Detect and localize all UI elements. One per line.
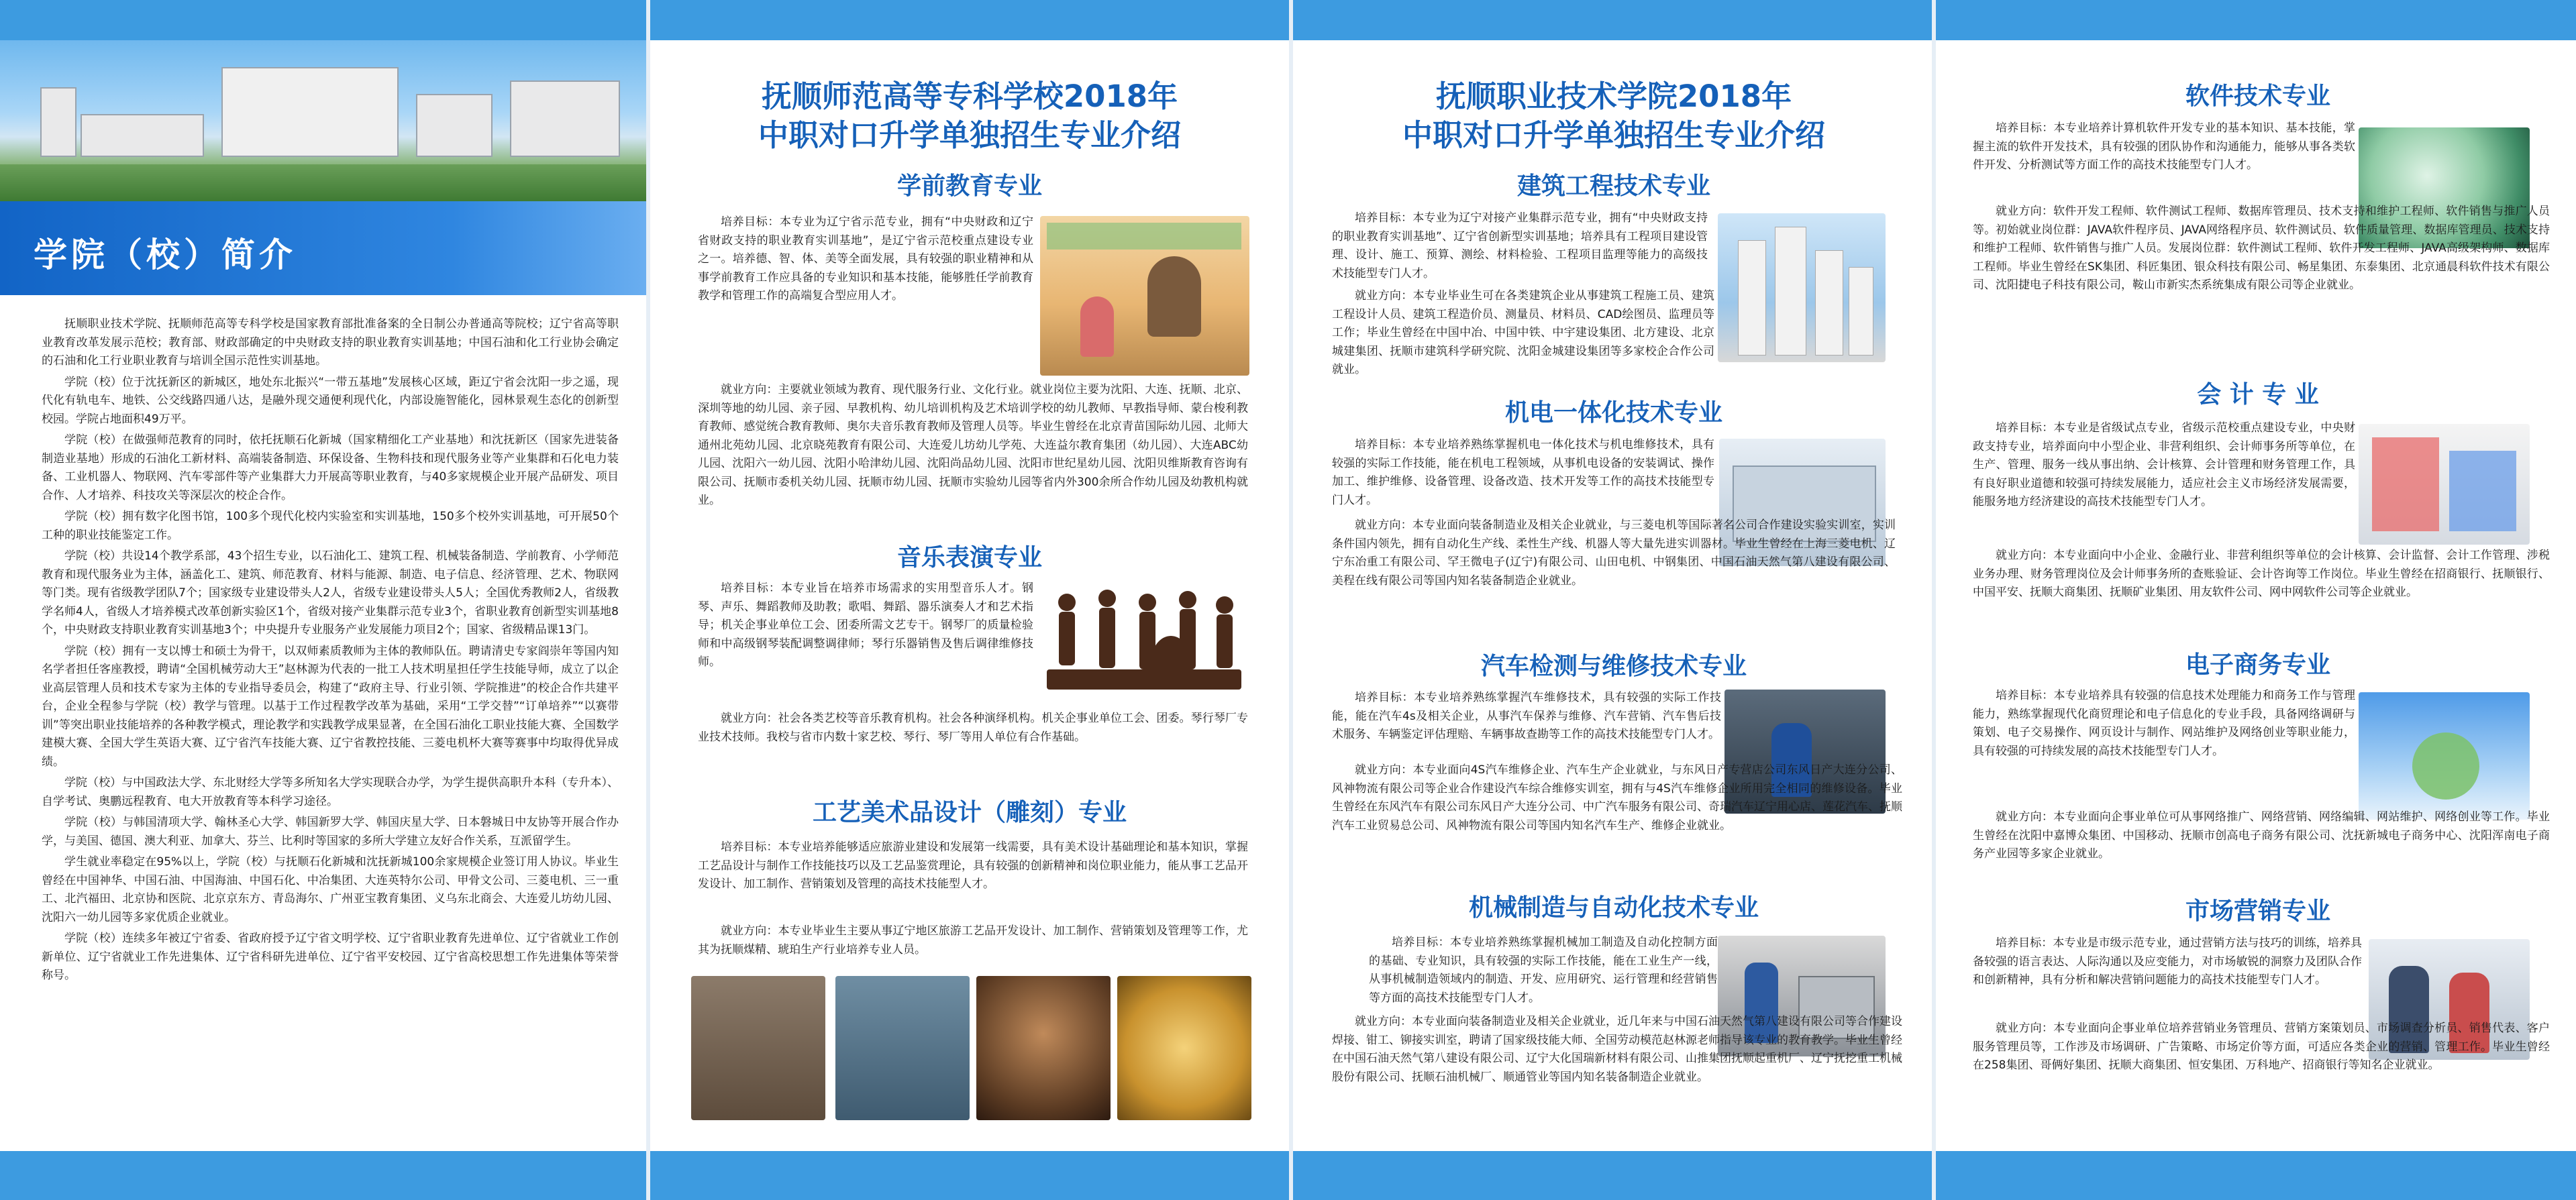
mechatronics-job	[1332, 516, 1896, 634]
accounting-goal	[1973, 419, 2355, 547]
major-job: 就业方向：本专业面向中小企业、金融行业、非营利组织等单位的会计核算、会计监督、会计工作管理、涉税业务办理、财务管理岗位及会计师事务所的查账验证、会计咨询等工作岗位。毕业生曾经在招商银行、抚顺银行、中国平安、抚顺大商集团、抚顺矿业集团、用友软件公司、网中网软件公司等企业就业。	[1973, 549, 2550, 599]
intro-paragraph: 学院（校）位于沈抚新区的新城区，地处东北振兴“一带五基地”发展核心区域，距辽宁省会沈阳一步之遥，现代化有轨电车、地铁、公交线路四通八达，是融外现交通便利现代化，内部设施智能化，园林景观生态化的创新型校园。学院占地面积49万平。	[42, 375, 619, 426]
vocational-college-heading	[1305, 77, 1922, 155]
intro-banner	[0, 201, 646, 295]
major-goal: 培养目标：本专业旨在培养市场需求的实用型音乐人才。钢琴、声乐、舞蹈教师及助教；歌唱、舞蹈、器乐演奏人才和艺术指导；机关企事业单位工会、团委所需文艺专干。钢琴厂的质量检验师和中高级钢琴装配调整调律师；琴行乐器销售及售后调律维修技师。	[698, 582, 1033, 669]
major-goal: 培养目标：本专业培养能够适应旅游业建设和发展第一线需要，具有美术设计基础理论和基本知识，掌握工艺品设计与制作工作技能技巧以及工艺品鉴赏理论，具有较强的创新精神和岗位职业能力，能从事工艺品开发设计、加工制作、营销策划及管理的高技术技能型人才。	[698, 840, 1248, 891]
major-title: 机械制造与自动化技术专业	[1468, 894, 1759, 922]
craft-photo-3	[976, 976, 1111, 1120]
heading-line: 抚顺师范高等专科学校2018年	[761, 78, 1178, 114]
major-job: 就业方向：软件开发工程师、软件测试工程师、数据库管理员、技术支持和维护工程师、软件销售与推广人员等。初始就业岗位群：JAVA软件程序员、JAVA网络程序员、软件测试员、软件质量管理、数据库管理员、技术支持和维护工程师、软件销售与推广人员。发展岗位群：软件测试工程师、软件开发工程师、JAVA高级架构师、数据库工程师。毕业生曾经在SK集团、科匠集团、银众科技有限公司、畅星集团、东泰集团、北京通晨科软件技术有限公司、沈阳捷电子科技有限公司，鞍山市新实杰系统集成有限公司等企业就业。	[1973, 205, 2550, 292]
major-goal: 培养目标：本专业培养计算机软件开发专业的基本知识、基本技能，掌握主流的软件开发技术，具有较强的团队协作和沟通能力，能够从事各类软件开发、分析测试等方面工作的高技术技能型专门人才。	[1973, 121, 2355, 172]
major-job: 就业方向：本专业面向企事业单位培养营销业务管理员、营销方案策划员、市场调查分析员、销售代表、客户服务管理员等，工作涉及市场调研、广告策略、市场定价等方面，可适应各类企业的营销、管理工作。毕业生曾经在258集团、哥俩好集团、抚顺大商集团、恒安集团、万科地产、招商银行等知名企业就业。	[1973, 1022, 2550, 1072]
major-title: 汽车检测与维修技术专业	[1480, 653, 1747, 680]
intro-paragraph: 抚顺职业技术学院、抚顺师范高等专科学校是国家教育部批准备案的全日制公办普通高等院校；辽宁省高等职业教育改革发展示范校；教育部、财政部确定的中央财政支持的职业教育实训基地；中国石油和化工行业协会确定的石油和化工行业职业教育与培训全国示范性实训基地。	[42, 317, 619, 368]
major-goal: 培养目标：本专业是省级试点专业，省级示范校重点建设专业，中央财政支持专业，培养面向中小型企业、非营利组织、会计师事务所等单位，在生产、管理、服务一线从事出纳、会计核算、会计管理和财务管理工作，具有良好职业道德和较强可持续发展能力，适应社会主义市场经济发展需要，能服务地方经济建设的高技术技能型专门人才。	[1973, 421, 2355, 508]
intro-paragraph: 学院（校）与中国政法大学、东北财经大学等多所知名大学实现联合办学，为学生提供高职升本科（专升本）、自学考试、奥鹏远程教育、电大开放教育等本科学习途径。	[42, 776, 619, 808]
intro-paragraph: 学院（校）拥有数字化图书馆，100多个现代化校内实验室和实训基地，150多个校外实训基地，可开展50个工种的职业技能鉴定工作。	[42, 510, 619, 542]
ecommerce-photo	[2359, 692, 2530, 820]
preschool-goal	[698, 213, 1033, 354]
major-job: 就业方向：本专业面向企事业单位可从事网络推广、网络营销、网络编辑、网站维护、网络创业等工作。毕业生曾经在沈阳中嘉博众集团、中国移动、抚顺市创高电子商务有限公司、沈抚新城电子商务中心、沈阳浑南电子商务产业园等多家企业就业。	[1973, 810, 2550, 861]
major-title-preschool	[671, 170, 1268, 203]
accounting-job	[1973, 547, 2550, 641]
major-title-machinery	[1305, 892, 1922, 924]
intro-paragraph: 学院（校）拥有一支以博士和硕士为骨干，以双师素质教师为主体的教师队伍。聘请清史专家阎崇年等国内知名学者担任客座教授，聘请“全国机械劳动大王”赵林源为代表的一批工人技术明星担任学生技能导师，成立了以企业高层管理人员和技术专家为主体的专业指导委员会，构建了“政府主导、行业引领、学院推进”的校企合作共建平台，企业全程参与学院（校）教学与管理。以基于工作过程教学改革为基础，采用“工学交替”“订单培养”“以赛带训”等突出职业技能培养的各种教学模式，理论教学和实践教学成果显著，在全国石油化工职业技能大赛、全国数学建模大赛、全国大学生英语大赛、辽宁省汽车技能大赛、辽宁省教控技能、三菱电机杯大赛等赛事中均取得优异成绩。	[42, 644, 619, 769]
campus-photo	[0, 40, 646, 201]
music-goal	[698, 580, 1033, 710]
software-goal	[1973, 119, 2355, 203]
fold-divider	[646, 0, 650, 1200]
musicians-illustration	[1040, 582, 1248, 696]
major-job: 就业方向：本专业毕业生可在各类建筑企业从事建筑工程施工员、建筑工程设计人员、建筑工程造价员、测量员、材料员、CAD绘图员、监理员等工作；毕业生曾经在中国中冶、中国中铁、中宇建设集团、北方建设、北京城建集团、抚顺市建筑科学研究院、沈阳金城建设集团等多家校企合作公司就业。	[1332, 289, 1714, 376]
machinery-goal	[1369, 934, 1718, 1014]
major-title: 市场营销专业	[2185, 897, 2330, 925]
craft-job	[698, 922, 1248, 983]
construction-job	[1332, 287, 1714, 388]
major-goal: 培养目标：本专业为辽宁对接产业集群示范专业，拥有“中央财政支持的职业教育实训基地”、辽宁省创新型实训基地；培养具有工程项目建设管理、设计、施工、预算、测绘、材料检验、工程项目监理等能力的高级技术技能型专门人才。	[1332, 211, 1708, 280]
preschool-job	[698, 381, 1248, 515]
craft-goal	[698, 838, 1248, 932]
major-title: 学前教育专业	[896, 172, 1042, 200]
music-job	[698, 710, 1248, 783]
major-goal: 培养目标：本专业培养具有较强的信息技术处理能力和商务工作与管理能力，熟练掌握现代化商贸理论和电子信息化的专业手段，具备网络调研与策划、电子交易操作、网页设计与制作、网站维护及网络创业等职业能力，具有较强的可持续发展的高技术技能型专门人才。	[1973, 689, 2355, 758]
machinery-job	[1332, 1013, 1902, 1134]
normal-college-heading	[671, 77, 1268, 155]
major-goal: 培养目标：本专业为辽宁省示范专业，拥有“中央财政和辽宁省财政支持的职业教育实训基地”，是辽宁省示范校重点建设专业之一。培养德、智、体、美等全面发展，具有较强的职业精神和从事学前教育工作应具备的专业知识和基本技能，能够胜任学前教育教学和管理工作的高端复合型应用人才。	[698, 215, 1033, 303]
major-job: 就业方向：本专业面向装备制造业及相关企业就业，近几年来与中国石油天然气第八建设有限公司等合作建设焊接、钳工、铆接实训室，聘请了国家级技能大师、全国劳动模范赵林源老师指导该专业的教育教学。毕业生曾经在中国石油天然气第八建设有限公司、辽宁大化国瑞新材料有限公司、山推集团抚顺起重机厂、辽宁抚挖重工机械股份有限公司、抚顺石油机械厂、顺通管业等国内知名装备制造企业就业。	[1332, 1015, 1902, 1084]
major-title: 音乐表演专业	[896, 544, 1042, 571]
marketing-job	[1973, 1020, 2550, 1144]
intro-paragraph: 学生就业率稳定在95%以上，学院（校）与抚顺石化新城和沈抚新城100余家规模企业签订用人协议。毕业生曾经在中国神华、中国石油、中国海油、中国石化、中冶集团、大连英特尔公司、甲骨文公司、三菱电机、三一重工、北汽福田、北京协和医院、北京京东方、青岛海尔、广州亚宝教育集团、义乌东北商会、大连爱儿坊幼儿园、沈阳六一幼儿园等多家优质企业就业。	[42, 855, 619, 924]
major-title-music	[671, 542, 1268, 574]
intro-title: 学院（校）简介	[34, 235, 297, 274]
major-title: 建筑工程技术专业	[1516, 172, 1710, 200]
major-job: 就业方向：本专业面向装备制造业及相关企业就业，与三菱电机等国际著名公司合作建设实验实训室，实训条件国内领先，拥有自动化生产线、柔性生产线、机器人等大量先进实训器材。毕业生曾经在上海三菱电机、辽宁东冶重工有限公司、罕王微电子(辽宁)有限公司、山田电机、中钢集团、中国石油天然气第八建设有限公司、美程在线有限公司等国内知名装备制造企业就业。	[1332, 519, 1896, 588]
bottom-band	[0, 1151, 2576, 1200]
major-title-ecommerce	[1949, 649, 2567, 681]
major-title-accounting	[1949, 379, 2567, 411]
craft-photo-2	[835, 976, 970, 1120]
major-title-software	[1949, 80, 2567, 113]
intro-paragraph: 学院（校）在做强师范教育的同时，依托抚顺石化新城（国家精细化工产业基地）和沈抚新区（国家先进装备制造业基地）形成的石油化工新材料、高端装备制造、环保设备、生物科技和现代服务业等产业集群和石化电力装备、工业机器人、物联网、汽车零部件等产业集群大力开展高等职业教育，与40多家规模企业开展产品研发、项目合作、人才培养、科技攻关等深层次的校企合作。	[42, 433, 619, 502]
ecommerce-goal	[1973, 687, 2355, 804]
fold-divider	[1932, 0, 1936, 1200]
heading-line: 中职对口升学单独招生专业介绍	[758, 117, 1181, 153]
major-title-auto	[1305, 651, 1922, 683]
heading-line: 中职对口升学单独招生专业介绍	[1402, 117, 1825, 153]
major-title: 电子商务专业	[2185, 651, 2330, 679]
craft-photo-1	[691, 976, 825, 1120]
major-goal: 培养目标：本专业培养熟练掌握机电一体化技术与机电维修技术，具有较强的实际工作技能，能在机电工程领域，从事机电设备的安装调试、操作加工、维护维修、设备管理、设备改造、技术开发等工作的高技术技能型专门人才。	[1332, 438, 1714, 507]
major-goal: 培养目标：本专业培养熟练掌握汽车维修技术，具有较强的实际工作技能，能在汽车4s及相关企业，从事汽车保养与维修、汽车营销、汽车售后技术服务、车辆鉴定评估理赔、车辆事故查勘等工作的高技术技能型专门人才。	[1332, 691, 1721, 741]
major-goal: 培养目标：本专业是市级示范专业，通过营销方法与技巧的训练，培养具备较强的语言表达、人际沟通以及应变能力，对市场敏锐的洞察力及团队合作和创新精神，具有分析和解决营销问题能力的高技术技能型专门人才。	[1973, 936, 2362, 987]
intro-paragraph: 学院（校）与韩国清项大学、翰林圣心大学、韩国新罗大学、韩国庆星大学、日本磐城日中友协等开展合作办学，与美国、德国、澳大利亚、加拿大、芬兰、比利时等国家的多所大学建立友好合作关系，互派留学生。	[42, 816, 619, 848]
major-job: 就业方向：主要就业领域为教育、现代服务行业、文化行业。就业岗位主要为沈阳、大连、抚顺、北京、深圳等地的幼儿园、亲子园、早教机构、幼儿培训机构及艺术培训学校的幼儿教师、早教指导师、蒙台梭利教育教师、感觉统合教育教师、奥尔夫音乐教育教师及管理人员等。毕业生曾经在北京青苗国际幼儿园、北师大通州北苑幼儿园、北京晓苑教育有限公司、大连爱儿坊幼儿学苑、大连益尔教育集团（幼儿园）、大连ABC幼儿园、沈阳六一幼儿园、沈阳小哈津幼儿园、沈阳尚品幼儿园、沈阳市世纪星幼儿园、沈阳贝维斯教育咨询有限公司、抚顺市委机关幼儿园、抚顺市幼儿园、抚顺市实验幼儿园等省内外300余所合作幼儿园及幼教机构就业。	[698, 383, 1248, 507]
ecommerce-job	[1973, 808, 2550, 882]
fold-divider	[1289, 0, 1293, 1200]
intro-text	[42, 315, 619, 1147]
craft-photo-4	[1117, 976, 1251, 1120]
top-band	[0, 0, 2576, 40]
major-title-mechatronics	[1305, 397, 1922, 429]
major-title-craft	[671, 797, 1268, 829]
auto-goal	[1332, 689, 1721, 769]
heading-line: 抚顺职业技术学院2018年	[1435, 78, 1792, 114]
auto-job	[1332, 761, 1902, 882]
major-job: 就业方向：社会各类艺校等音乐教育机构。社会各种演绎机构。机关企事业单位工会、团委。琴行琴厂专业技术技师。我校与省市内数十家艺校、琴行、琴厂等用人单位有合作基础。	[698, 712, 1248, 744]
intro-paragraph: 学院（校）共设14个教学系部，43个招生专业，以石油化工、建筑工程、机械装备制造、学前教育、小学师范教育和现代服务业为主体，涵盖化工、建筑、师范教育、材料与能源、制造、电子信息、经济管理、艺术、物联网等门类。现有省级教学团队7个；国家级专业建设带头人2人，省级专业建设带头人5人；全国优秀教师2人，省级教学名师4人，省级人才培养模式改革创新实验区1个，省级对接产业集群示范专业3个，省职业教育创新型实训基地8个，中央财政支持职业教育实训基地3个；中央提升专业服务产业发展能力项目2个；国家、省级精品课13门。	[42, 549, 619, 637]
intro-paragraph: 学院（校）连续多年被辽宁省委、省政府授予辽宁省文明学校、辽宁省职业教育先进单位、辽宁省就业工作创新单位、辽宁省就业工作先进集体、辽宁省科研先进单位、辽宁省平安校园、辽宁省高校思想工作先进集体等荣誉称号。	[42, 932, 619, 982]
major-title-marketing	[1949, 895, 2567, 928]
major-job: 就业方向：本专业面向4S汽车维修企业、汽车生产企业就业，与东风日产专营店公司东风日产大连分公司、风神物流有限公司等企业合作建设汽车综合维修实训室，拥有与4S汽车维修企业所用完全相同的维修设备。毕业生曾经在东风汽车有限公司东风日产大连分公司、中广汽车服务有限公司、奇瑞汽车辽宁用心店、莲花汽车、抚顺汽车工业贸易总公司、风神物流有限公司等国内知名汽车生产、维修企业就业。	[1332, 763, 1902, 832]
major-title: 会 计 专 业	[2197, 381, 2319, 408]
buildings-photo	[1718, 213, 1886, 362]
software-job	[1973, 203, 2550, 377]
kindergarten-photo	[1040, 216, 1249, 376]
major-title: 软件技术专业	[2185, 83, 2330, 110]
major-goal: 培养目标：本专业培养熟练掌握机械加工制造及自动化控制方面的基础、专业知识，具有较强的实际工作技能，能在工业生产一线，从事机械制造领域内的制造、开发、应用研究、运行管理和经营销售等方面的高技术技能型专门人才。	[1369, 936, 1718, 1005]
major-title-construction	[1305, 170, 1922, 203]
major-title: 机电一体化技术专业	[1504, 399, 1722, 427]
major-title: 工艺美术品设计（雕刻）专业	[812, 799, 1127, 826]
accounting-photo	[2359, 424, 2530, 545]
major-job: 就业方向：本专业毕业生主要从事辽宁地区旅游工艺品开发设计、加工制作、营销策划及管理等工作，尤其为抚顺煤精、琥珀生产行业培养专业人员。	[698, 924, 1248, 957]
